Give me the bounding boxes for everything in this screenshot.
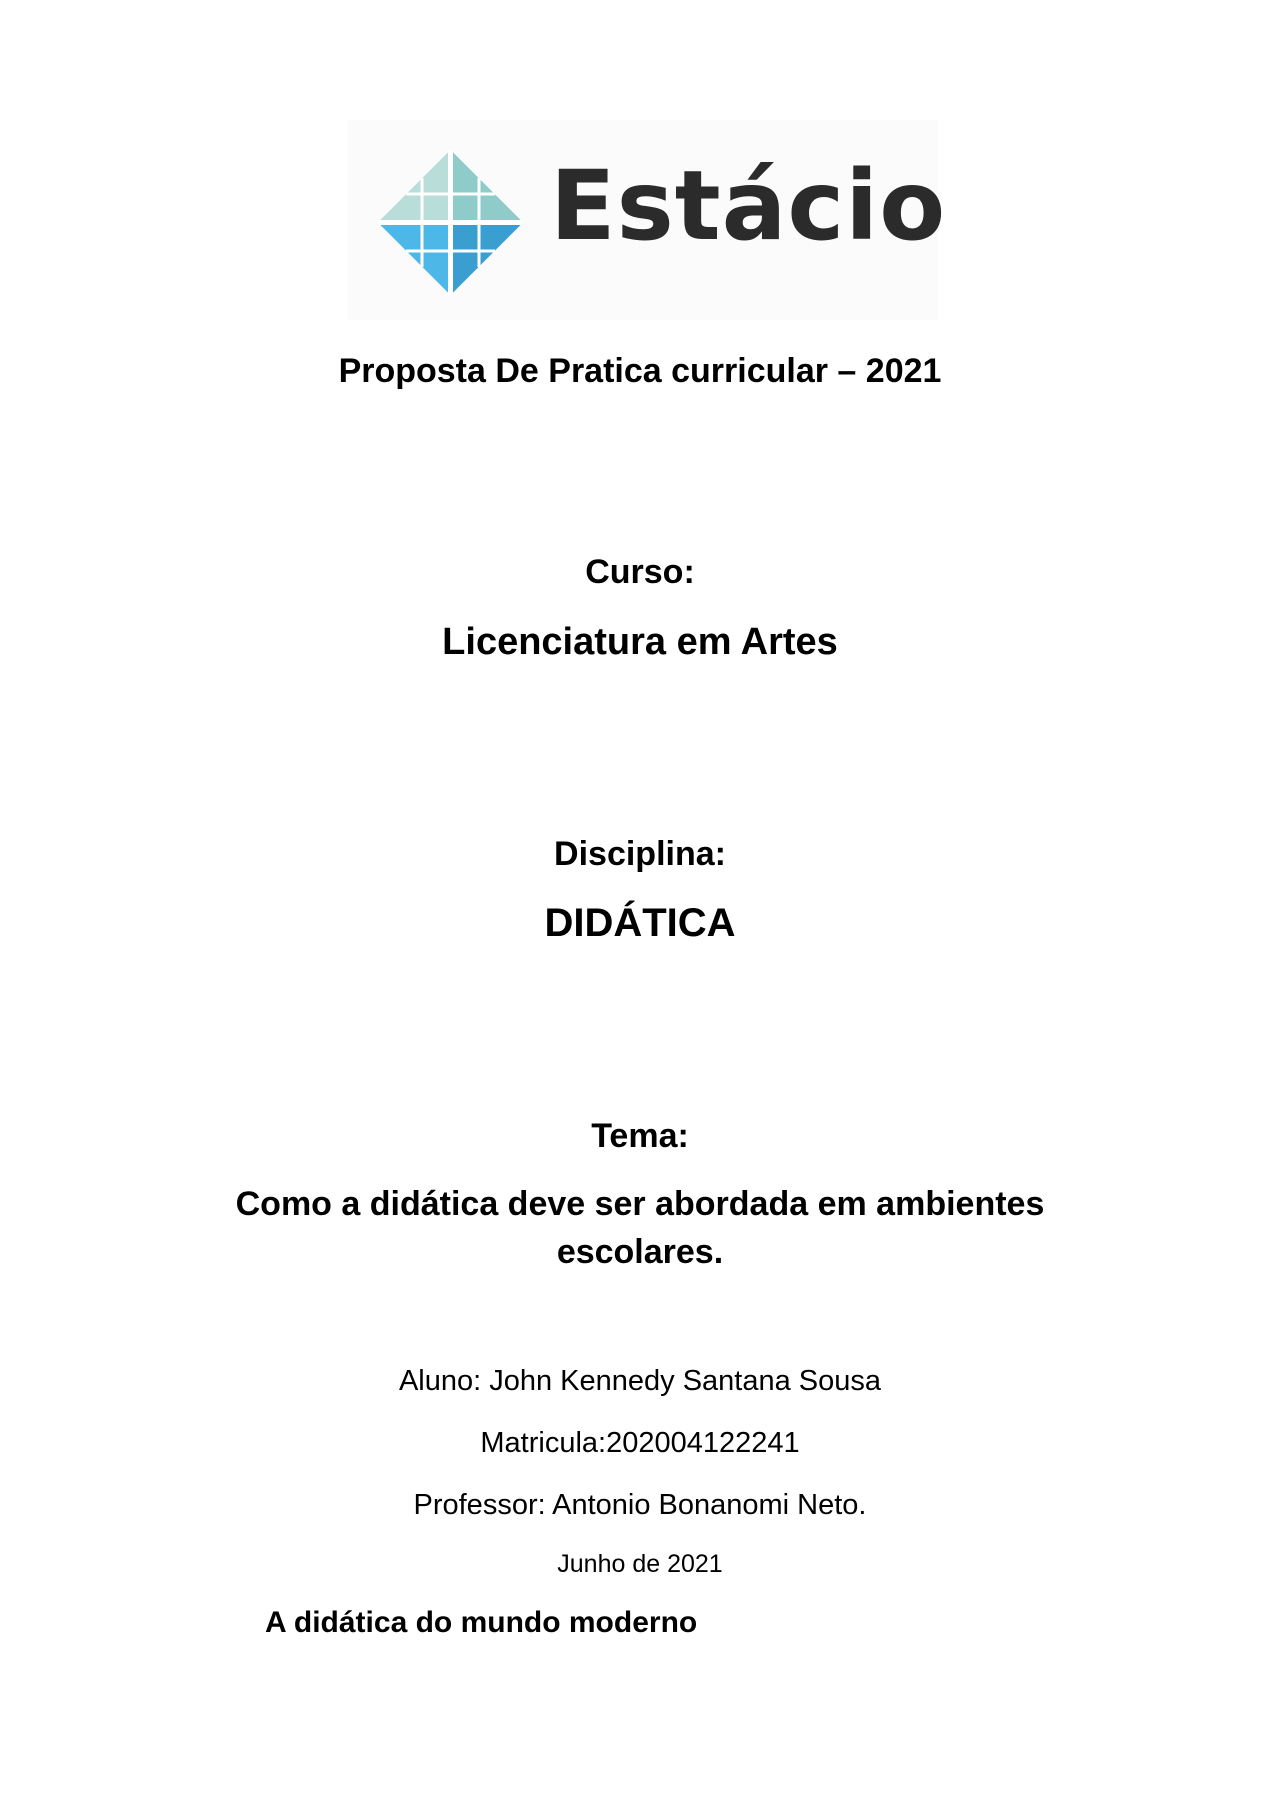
logo-wordmark: Estácio: [550, 150, 947, 262]
tema-label: Tema:: [591, 1117, 689, 1155]
document-date: Junho de 2021: [557, 1550, 723, 1578]
disciplina-value: DIDÁTICA: [544, 901, 736, 945]
disciplina-label: Disciplina:: [554, 835, 726, 873]
curso-value: Licenciatura em Artes: [442, 621, 838, 663]
professor-name: Professor: Antonio Bonanomi Neto.: [413, 1489, 867, 1521]
proposal-title: Proposta De Pratica curricular – 2021: [338, 352, 942, 390]
curso-label: Curso:: [585, 553, 695, 591]
estacio-diamond-logo-icon: [378, 150, 523, 295]
estacio-logo: [348, 120, 947, 320]
registration-number: Matricula:202004122241: [480, 1427, 800, 1459]
student-name: Aluno: John Kennedy Santana Sousa: [398, 1365, 882, 1397]
tema-value: Como a didática deve ser abordada em ambientes escolares.: [235, 1185, 1045, 1271]
section-heading: A didática do mundo moderno: [265, 1606, 698, 1639]
